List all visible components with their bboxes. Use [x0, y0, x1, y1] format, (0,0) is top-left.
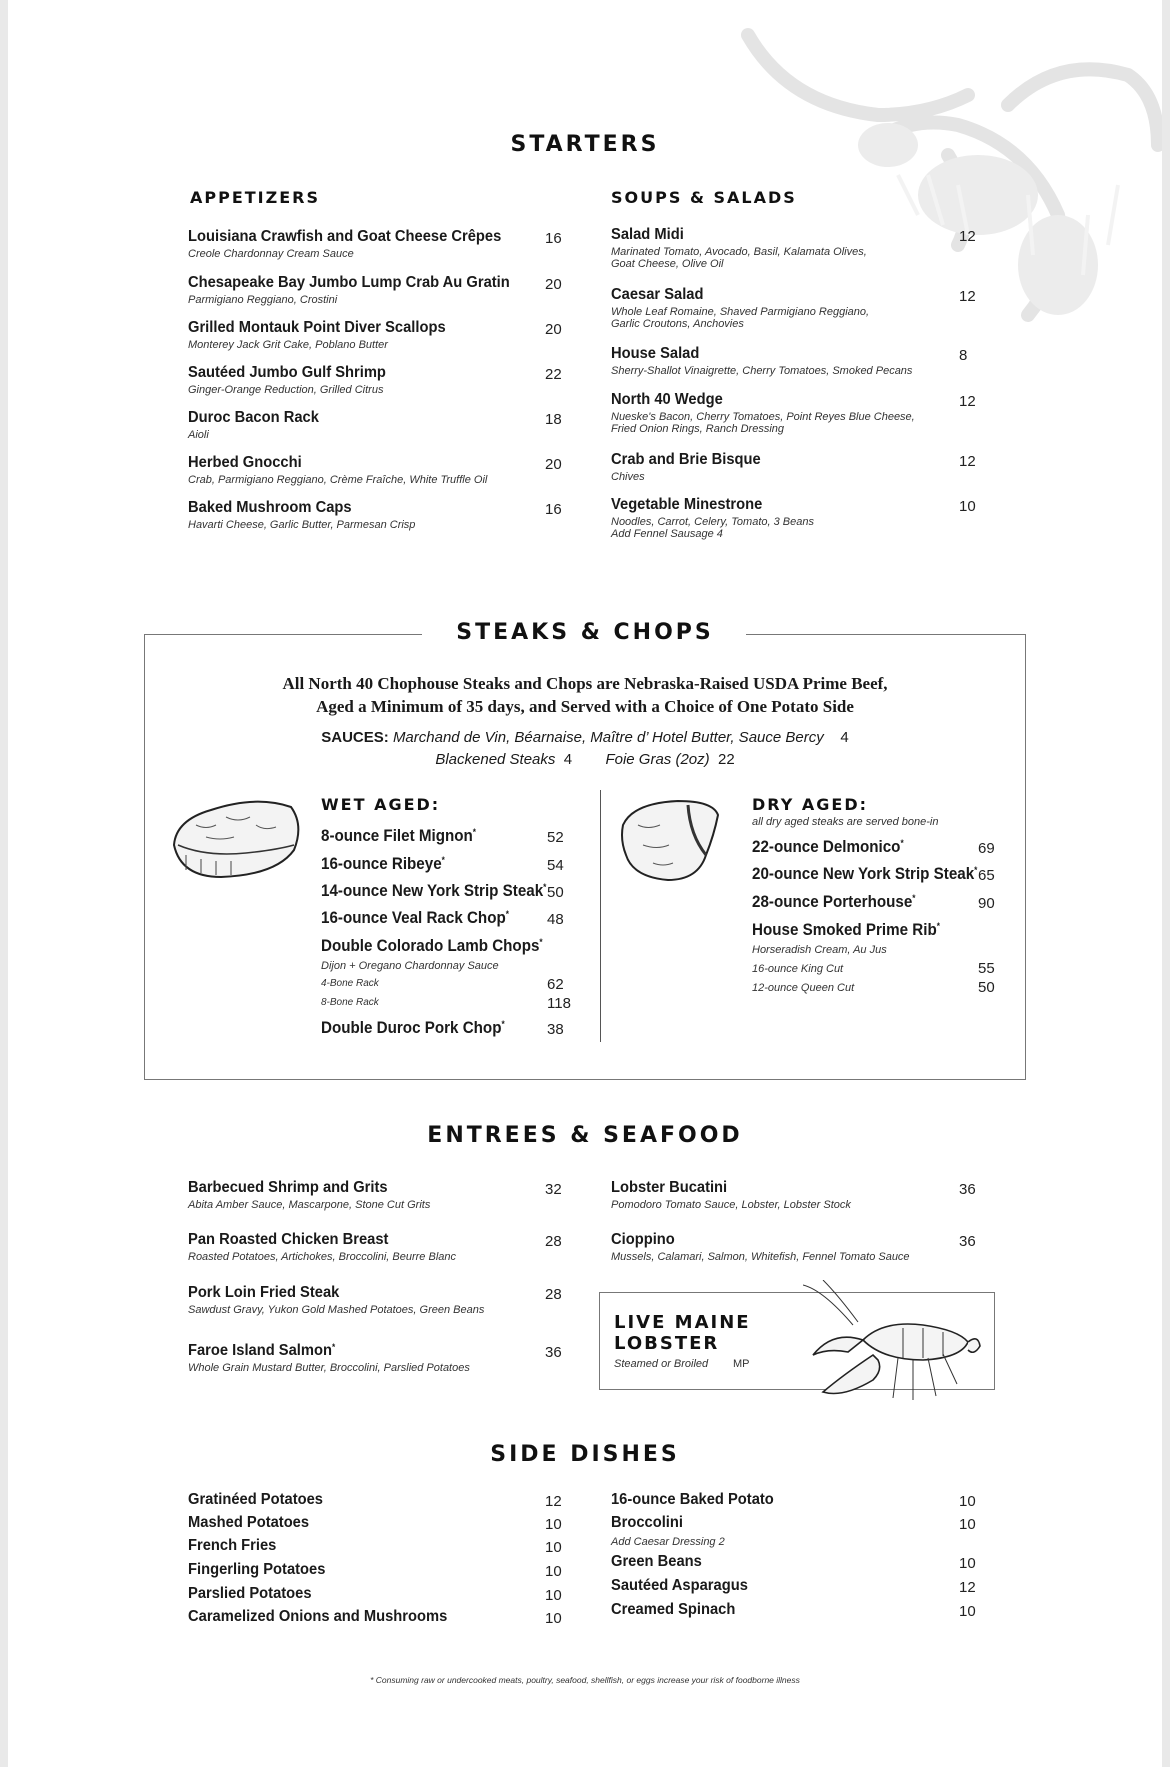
sauces-line	[8, 729, 1162, 746]
wet-aged-item-text: 16-ounce Ribeye	[321, 855, 442, 873]
side-dish-name: Gratinéed Potatoes	[188, 1491, 323, 1508]
wet-aged-item-text: 14-ounce New York Strip Steak	[321, 882, 544, 900]
wet-aged-price: 52	[547, 829, 564, 846]
asterisk: *	[441, 855, 445, 865]
dry-aged-item-text: 28-ounce Porterhouse	[752, 893, 913, 911]
appetizer-name: Louisiana Crawfish and Goat Cheese Crêpes	[188, 228, 502, 245]
dry-aged-item-text: 22-ounce Delmonico	[752, 838, 901, 856]
asterisk: *	[974, 865, 978, 875]
appetizer-item	[188, 409, 330, 441]
side-dish-price: 10	[545, 1587, 562, 1604]
entrees-title: ENTREES & SEAFOOD	[427, 1123, 743, 1148]
entree-item	[188, 1231, 456, 1263]
soup-salad-desc: Noodles, Carrot, Celery, Tomato, 3 Beans	[611, 516, 814, 528]
wet-aged-item-text: 16-ounce Veal Rack Chop	[321, 909, 506, 927]
entree-desc: Mussels, Calamari, Salmon, Whitefish, Fennel Tomato Sauce	[611, 1251, 910, 1263]
appetizer-item	[188, 274, 538, 306]
soup-salad-desc-line2: Goat Cheese, Olive Oil	[611, 258, 724, 270]
side-dish-price: 10	[959, 1603, 976, 1620]
wet-aged-item	[321, 855, 445, 874]
side-dish-price: 10	[545, 1610, 562, 1627]
queen-cut-price: 50	[978, 979, 995, 996]
blackened-label: Blackened Steaks	[435, 751, 556, 768]
dry-aged-item	[752, 893, 916, 912]
side-dish-price: 10	[959, 1516, 976, 1533]
lamb-4-price: 62	[547, 976, 564, 993]
appetizer-desc: Creole Chardonnay Cream Sauce	[188, 248, 354, 260]
wet-aged-price: 38	[547, 1021, 564, 1038]
side-dish-name: 16-ounce Baked Potato	[611, 1491, 774, 1508]
soup-salad-item	[611, 226, 867, 270]
wet-aged-price: 48	[547, 911, 564, 928]
entree-item	[188, 1342, 470, 1374]
wet-aged-item-text: Double Duroc Pork Chop	[321, 1019, 502, 1037]
entree-desc: Whole Grain Mustard Butter, Broccolini, Parslied Potatoes	[188, 1362, 470, 1374]
lobster-price: MP	[733, 1358, 750, 1370]
entree-desc: Pomodoro Tomato Sauce, Lobster, Lobster Stock	[611, 1199, 851, 1211]
dry-aged-price: 69	[978, 840, 995, 857]
lamb-8-price: 118	[547, 995, 571, 1012]
soup-salad-name: Vegetable Minestrone	[611, 496, 763, 513]
entree-price: 36	[959, 1233, 976, 1250]
appetizer-item	[188, 319, 468, 351]
lamb-4-bone: 4-Bone Rack	[321, 978, 379, 989]
appetizer-desc: Parmigiano Reggiano, Crostini	[188, 294, 338, 306]
soup-salad-name: House Salad	[611, 345, 700, 362]
side-dish-price: 10	[959, 1493, 976, 1510]
soup-salad-name: Salad Midi	[611, 226, 684, 243]
side-dish-name: Broccolini	[611, 1514, 683, 1531]
appetizer-desc: Crab, Parmigiano Reggiano, Crème Fraîche, White Truffle Oil	[188, 474, 488, 486]
entree-name-text: Faroe Island Salmon	[188, 1342, 332, 1359]
steaks-intro-line2: Aged a Minimum of 35 days, and Served with a Choice of One Potato Side	[316, 697, 854, 716]
prime-rib-desc: Horseradish Cream, Au Jus	[752, 944, 887, 956]
appetizer-price: 22	[545, 366, 562, 383]
appetizer-item	[188, 228, 529, 260]
soup-salad-price: 10	[959, 498, 976, 515]
entree-price: 28	[545, 1286, 562, 1303]
side-dish-price: 10	[959, 1555, 976, 1572]
menu-page	[8, 0, 1162, 1767]
side-dish-name: Creamed Spinach	[611, 1601, 736, 1618]
dry-aged-heading: DRY AGED:	[752, 795, 869, 814]
asterisk: *	[912, 893, 916, 903]
soup-salad-item	[611, 286, 869, 330]
appetizer-price: 18	[545, 411, 562, 428]
lamb-desc: Dijon + Oregano Chardonnay Sauce	[321, 960, 499, 972]
dry-steak-illustration	[618, 795, 728, 885]
soup-salad-desc: Whole Leaf Romaine, Shaved Parmigiano Reggiano,	[611, 306, 870, 318]
starters-title: STARTERS	[510, 132, 660, 157]
appetizer-price: 20	[545, 276, 562, 293]
side-dish-price: 12	[545, 1493, 562, 1510]
soup-salad-name: North 40 Wedge	[611, 391, 723, 408]
appetizer-price: 16	[545, 230, 562, 247]
entree-item	[188, 1179, 430, 1211]
wet-aged-item	[321, 882, 546, 901]
asterisk: *	[539, 937, 543, 947]
footnote: * Consuming raw or undercooked meats, poultry, seafood, shellfish, or eggs increase your risk of foodborne illness	[370, 1675, 800, 1685]
wet-aged-price: 54	[547, 857, 564, 874]
appetizers-heading: APPETIZERS	[190, 188, 321, 207]
entree-name: Lobster Bucatini	[611, 1179, 728, 1196]
king-cut: 16-ounce King Cut	[752, 963, 844, 975]
appetizer-desc: Aioli	[188, 429, 209, 441]
entree-name-text: Pan Roasted Chicken Breast	[188, 1231, 389, 1248]
asterisk: *	[900, 838, 904, 848]
sauces-price: 4	[840, 729, 849, 746]
entree-name	[188, 1284, 461, 1302]
king-cut-price: 55	[978, 960, 995, 977]
steaks-title: STEAKS & CHOPS	[456, 620, 714, 645]
soup-salad-desc: Marinated Tomato, Avocado, Basil, Kalamata Olives,	[611, 246, 867, 258]
entree-desc: Roasted Potatoes, Artichokes, Broccolini, Beurre Blanc	[188, 1251, 457, 1263]
appetizer-desc: Monterey Jack Grit Cake, Poblano Butter	[188, 339, 388, 351]
appetizer-name: Chesapeake Bay Jumbo Lump Crab Au Gratin	[188, 274, 510, 291]
side-dish-price: 10	[545, 1516, 562, 1533]
soup-salad-name: Caesar Salad	[611, 286, 704, 303]
side-dish-name: Parslied Potatoes	[188, 1585, 312, 1602]
foie-price: 22	[717, 751, 735, 768]
asterisk: *	[501, 1019, 505, 1029]
sauces-label: SAUCES:	[321, 729, 389, 746]
appetizer-name: Baked Mushroom Caps	[188, 499, 352, 516]
soup-salad-desc: Sherry-Shallot Vinaigrette, Cherry Tomatoes, Smoked Pecans	[611, 365, 913, 377]
entree-name	[188, 1179, 411, 1197]
soup-salad-item	[611, 345, 912, 377]
entree-price: 28	[545, 1233, 562, 1250]
soup-salad-desc: Nueske's Bacon, Cherry Tomatoes, Point Reyes Blue Cheese,	[611, 411, 915, 423]
lobster-illustration	[803, 1280, 983, 1412]
entree-price: 32	[545, 1181, 562, 1198]
sides-title: SIDE DISHES	[490, 1442, 680, 1467]
soup-salad-price: 12	[959, 453, 976, 470]
foie-label: Foie Gras (2oz)	[605, 751, 710, 768]
side-dish-name: Green Beans	[611, 1553, 702, 1570]
wet-aged-heading: WET AGED:	[321, 795, 441, 814]
soup-salad-desc-line2: Fried Onion Rings, Ranch Dressing	[611, 423, 785, 435]
soup-salad-item	[611, 496, 814, 540]
entree-name: Cioppino	[611, 1231, 675, 1248]
wet-aged-item	[321, 1019, 505, 1038]
entree-name	[188, 1342, 447, 1360]
soups-salads-heading: SOUPS & SALADS	[611, 188, 797, 207]
asterisk: *	[505, 909, 509, 919]
soup-salad-desc-line2: Garlic Croutons, Anchovies	[611, 318, 744, 330]
appetizer-name: Grilled Montauk Point Diver Scallops	[188, 319, 446, 336]
appetizer-price: 20	[545, 321, 562, 338]
queen-cut: 12-ounce Queen Cut	[752, 982, 855, 994]
side-dish-name: Sautéed Asparagus	[611, 1577, 748, 1594]
dry-aged-note: all dry aged steaks are served bone-in	[752, 816, 939, 828]
sauces-list: Marchand de Vin, Béarnaise, Maître d’ Hotel Butter, Sauce Bercy	[392, 729, 824, 746]
soup-salad-name: Crab and Brie Bisque	[611, 451, 761, 468]
side-dish-name: French Fries	[188, 1537, 277, 1554]
steaks-intro-line1: All North 40 Chophouse Steaks and Chops are Nebraska-Raised USDA Prime Beef,	[282, 674, 888, 693]
soup-salad-item	[611, 391, 915, 435]
side-dish-name: Fingerling Potatoes	[188, 1561, 326, 1578]
soup-salad-price: 12	[959, 228, 976, 245]
appetizer-item	[188, 364, 403, 396]
soup-salad-price: 12	[959, 393, 976, 410]
blackened-price: 4	[563, 751, 573, 768]
dry-aged-price: 65	[978, 867, 995, 884]
appetizer-price: 20	[545, 456, 562, 473]
dry-aged-item	[752, 865, 977, 884]
dry-aged-item-text: House Smoked Prime Rib	[752, 921, 937, 939]
appetizer-price: 16	[545, 501, 562, 518]
wet-aged-item-text: Double Colorado Lamb Chops	[321, 937, 540, 955]
appetizer-desc: Ginger-Orange Reduction, Grilled Citrus	[188, 384, 384, 396]
dry-aged-item-text: 20-ounce New York Strip Steak	[752, 865, 975, 883]
entree-item	[611, 1179, 851, 1211]
wet-aged-price: 50	[547, 884, 564, 901]
side-dish-price: 10	[545, 1539, 562, 1556]
asterisk: *	[936, 921, 940, 931]
entree-name	[188, 1231, 435, 1249]
wet-aged-item	[321, 937, 543, 956]
side-dish-price: 10	[545, 1563, 562, 1580]
wet-steak-illustration	[166, 795, 306, 885]
asterisk: *	[543, 882, 547, 892]
broccolini-addon: Add Caesar Dressing 2	[611, 1536, 725, 1548]
side-dish-price: 12	[959, 1579, 976, 1596]
appetizer-desc: Havarti Cheese, Garlic Butter, Parmesan Crisp	[188, 519, 416, 531]
side-dish-name: Caramelized Onions and Mushrooms	[188, 1608, 448, 1625]
soup-salad-price: 12	[959, 288, 976, 305]
lamb-8-bone: 8-Bone Rack	[321, 997, 379, 1008]
appetizer-item	[188, 454, 487, 486]
entree-item	[188, 1284, 484, 1316]
soup-salad-item	[611, 451, 774, 483]
entree-price: 36	[545, 1344, 562, 1361]
soup-salad-desc-line2: Add Fennel Sausage 4	[611, 528, 723, 540]
dry-aged-price: 90	[978, 895, 995, 912]
appetizer-item	[188, 499, 415, 531]
entree-item	[611, 1231, 910, 1263]
entree-desc: Sawdust Gravy, Yukon Gold Mashed Potatoes, Green Beans	[188, 1304, 485, 1316]
wet-aged-item	[321, 909, 509, 928]
wet-aged-item-text: 8-ounce Filet Mignon	[321, 827, 473, 845]
lobster-title-line1: LIVE MAINE	[614, 1312, 751, 1333]
addons-line	[8, 751, 1162, 768]
lobster-desc: Steamed or Broiled	[614, 1358, 709, 1370]
entree-name-text: Barbecued Shrimp and Grits	[188, 1179, 388, 1196]
wet-aged-item	[321, 827, 476, 846]
appetizer-name: Sautéed Jumbo Gulf Shrimp	[188, 364, 386, 381]
entree-desc: Abita Amber Sauce, Mascarpone, Stone Cut Grits	[188, 1199, 431, 1211]
dry-aged-item	[752, 838, 904, 857]
appetizer-name: Duroc Bacon Rack	[188, 409, 319, 426]
asterisk: *	[472, 827, 477, 837]
soup-salad-price: 8	[959, 347, 968, 364]
entree-name-text: Pork Loin Fried Steak	[188, 1284, 340, 1301]
soup-salad-desc: Chives	[611, 471, 645, 483]
entree-price: 36	[959, 1181, 976, 1198]
lobster-title-line2: LOBSTER	[614, 1333, 720, 1354]
aging-divider	[600, 790, 601, 1042]
side-dish-name: Mashed Potatoes	[188, 1514, 310, 1531]
dry-aged-item	[752, 921, 940, 940]
appetizer-name: Herbed Gnocchi	[188, 454, 302, 471]
asterisk: *	[331, 1342, 336, 1352]
